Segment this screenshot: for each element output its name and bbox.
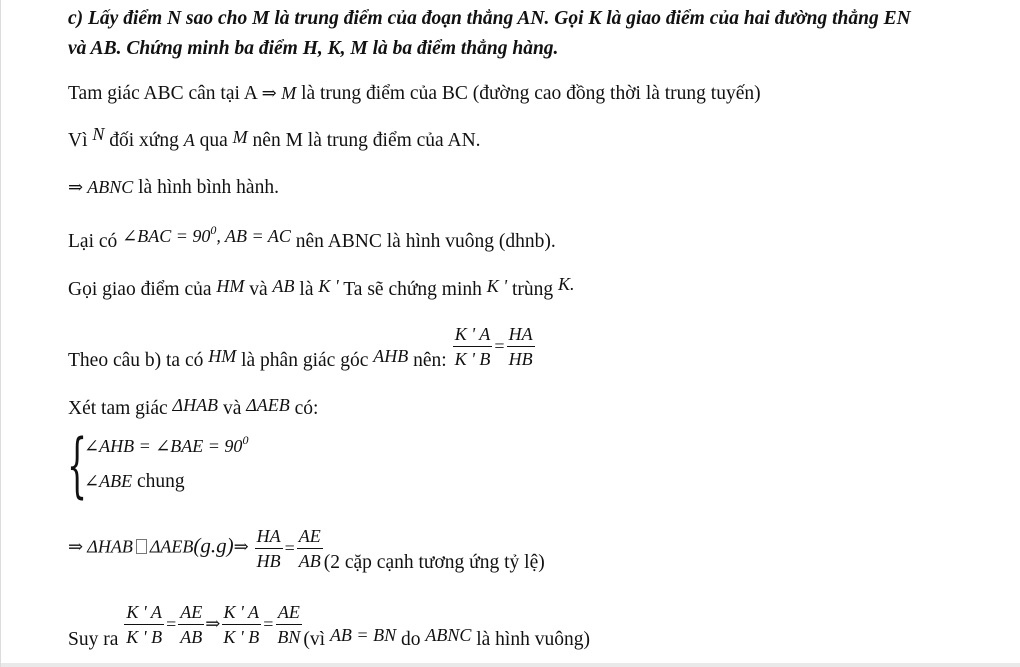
text-line-parallelogram [68,177,279,199]
equals-sign: = [263,613,274,634]
text: Lại có [68,231,123,252]
text: có: [289,398,319,419]
math-hm: HM [208,346,237,366]
math-k-prime: K ' [486,276,508,296]
text-line-symmetry [68,124,481,152]
fraction-ae-bn: $\frac{AE}{BN}$ [277,601,301,647]
text: là hình vuông) [471,629,590,650]
fraction-kpa-kpb: $\frac{K ' A}{K ' B}$ [454,323,491,369]
text-group [303,597,590,651]
problem-heading-line-1: c) Lấy điểm N sao cho M là trung điểm của đoạn thẳng AN. Gọi K là giao điểm của hai đường thẳng EN [68,8,911,29]
text: Xét tam giác [68,398,173,419]
text: và [218,398,247,419]
math-ab-eq-bn: AB = BN [329,625,397,645]
text: Theo câu b) ta có [68,350,209,371]
text: Suy ra [68,629,119,650]
fraction-ha-hb: $\frac{HA}{HB}$ [508,323,533,369]
math-k: K. [558,274,575,294]
math-ahb: AHB [373,346,409,366]
left-brace: { [67,424,88,506]
text: Gọi giao điểm của [68,279,217,300]
text: chung [132,471,185,492]
math-arrow: ⇒ [233,536,249,557]
math-implies-m: ⇒ M [261,83,297,103]
system-row-2 [84,471,185,493]
text: qua [194,130,233,151]
text: (vì [303,629,330,650]
math-arrow: ⇒ [205,613,221,634]
math-m: M [232,127,248,147]
fraction-kpa-kpb: $\frac{K ' A}{K ' B}$ [126,601,163,647]
text-line-conclusion [68,597,590,651]
text-line-consider-triangles [68,395,319,420]
text: và [244,279,273,300]
math-aeb: ΔAEB [149,536,194,557]
similar-symbol-icon [136,539,147,554]
equals-sign: = [166,613,177,634]
math-triangle-aeb: ΔAEB [246,395,290,415]
math-n: N [92,124,105,144]
text: nên: [408,350,447,371]
text: là phân giác góc [236,350,374,371]
math-triangle-hab: ΔHAB [172,395,219,415]
text-line-bisector [68,320,536,372]
system-row-1 [84,433,249,458]
text: trùng [507,279,559,300]
text: do [396,629,426,650]
text: Tam giác ABC cân tại A [68,83,262,104]
text: là trung điểm của BC (đường cao đồng thời là trung tuyến) [296,83,761,104]
math-k-prime: K ' [318,276,339,296]
equals-sign: = [494,335,505,356]
fraction-kpa-kpb: $\frac{K ' A}{K ' B}$ [223,601,260,647]
equals-sign: = [284,537,295,558]
text: đối xứng [104,130,184,151]
text-line-similar-triangles [68,522,545,574]
math-implies-abnc: ⇒ ABNC [68,177,134,197]
problem-heading-line-2: và AB. Chứng minh ba điểm H, K, M là ba điểm thẳng hàng. [68,38,559,59]
math-gg: (g.g) [193,533,234,558]
fraction-ha-hb: $\frac{HA}{HB}$ [256,525,281,571]
math-angles-equal: ∠AHB = ∠BAE = $90^0$ [84,433,249,456]
fraction-ae-ab: $\frac{AE}{AB}$ [298,525,321,571]
text: nên M là trung điểm của AN. [247,130,481,151]
text: là [294,279,319,300]
text-line-isosceles [68,83,761,105]
math-a: A [183,130,195,150]
text-line-square [68,223,556,253]
bottom-scroll-edge [1,663,1020,667]
math-angle-abe: ∠ABE [84,471,133,491]
text: Vì [68,130,93,151]
text: (2 cặp cạnh tương ứng tỷ lệ) [323,552,545,573]
math-angle-bac: ∠BAC = $90^0$, AB = AC [122,223,291,246]
fraction-ae-ab: $\frac{AE}{AB}$ [180,601,203,647]
math-abnc: ABNC [425,625,472,645]
text-group [68,320,447,372]
math-hm: HM [216,276,245,296]
text: nên ABNC là hình vuông (dhnb). [290,231,556,252]
text: là hình bình hành. [133,177,279,198]
math-ab: AB [272,276,295,296]
math-implies-hab: ⇒ ΔHAB [68,536,133,557]
text: Ta sẽ chứng minh [338,279,487,300]
text-line-intersection [68,274,575,301]
